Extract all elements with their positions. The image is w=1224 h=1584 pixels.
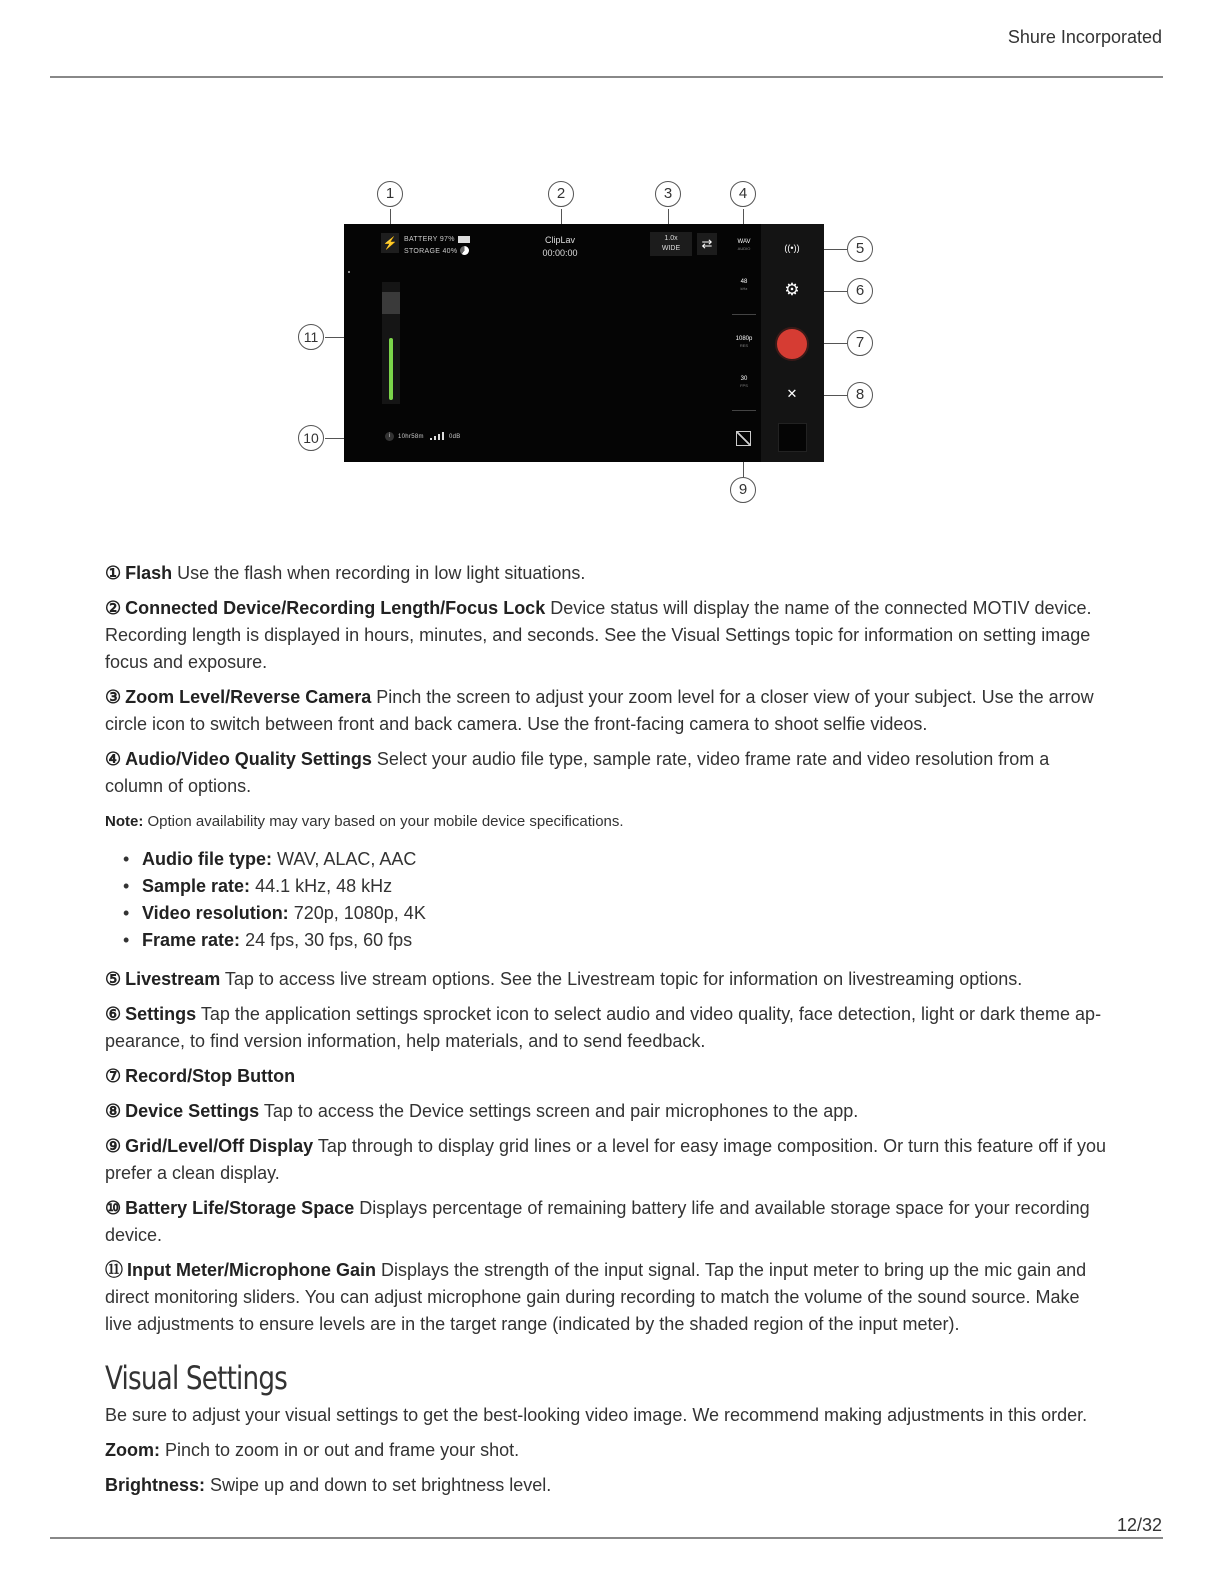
header-company: Shure Incorporated <box>1007 27 1162 47</box>
item-flash: ① Flash Use the flash when recording in low light situations. <box>105 563 586 583</box>
footer-rule <box>50 1537 1163 1539</box>
callout-6: 6 <box>847 278 873 304</box>
app-screenshot-figure <box>290 170 890 515</box>
meter-target-region <box>382 292 400 314</box>
item-title: Settings <box>125 1004 197 1024</box>
item-text: Displays the strength of the input signal. Tap the input meter to bring up the mic gain and direct monitoring sliders. You can adjust microphone gain during recording to match the volume of the sound source. Make live adjustments to ensure levels are in the target range (indicated by the shaded region of the input meter). <box>105 1260 1087 1334</box>
gain-value: 0dB <box>449 434 461 440</box>
zoom-button[interactable] <box>650 232 692 256</box>
battery-icon <box>458 236 470 243</box>
item-text: Device status will display the name of the connected MOTIV device. Recording length is displayed in hours, minutes, and seconds. See the Visual Settings topic for information on setting image focus and exposure. <box>105 598 1092 672</box>
leader-line-1 <box>390 209 391 224</box>
leader-line-6 <box>824 291 847 292</box>
quality-divider <box>732 410 756 411</box>
callout-4: 4 <box>730 181 756 207</box>
reverse-camera-icon[interactable]: ⇄ <box>697 233 717 255</box>
signal-bars-icon <box>430 432 444 440</box>
item-battery: ⑩ Battery Life/Storage Space Displays percentage of remaining battery life and available storage space for your recording device. <box>105 1198 1090 1245</box>
frame-rate[interactable]: 30 <box>740 376 748 382</box>
livestream-icon[interactable]: ((•)) <box>784 243 800 253</box>
leader-line-10 <box>325 438 344 439</box>
meter-level <box>389 338 393 400</box>
flash-off-icon[interactable]: ⚡ <box>381 233 399 253</box>
tools-icon[interactable]: ✕ <box>786 386 798 401</box>
item-text: Use the flash when recording in low light situations. <box>177 563 586 583</box>
quality-divider <box>732 314 756 315</box>
callout-11: 11 <box>298 324 324 350</box>
item-livestream: ⑤ Livestream Tap to access live stream options. See the Livestream topic for information on livestreaming options. <box>105 969 1023 989</box>
section-intro: Be sure to adjust your visual settings to get the best-looking video image. We recommend making adjustments in this order. <box>105 1405 1088 1425</box>
record-button[interactable] <box>775 327 809 361</box>
item-device-settings: ⑧ Device Settings Tap to access the Device settings screen and pair microphones to the app. <box>105 1101 859 1121</box>
item-text: Select your audio file type, sample rate, video frame rate and video resolution from a column of options. <box>105 749 1050 796</box>
battery-text: BATTERY 97% <box>404 236 455 243</box>
note-label: Note: <box>105 813 144 830</box>
item-text: Tap through to display grid lines or a level for easy image composition. Or turn this feature off if you prefer a clean display. <box>105 1136 1106 1183</box>
leader-line-7 <box>824 343 847 344</box>
item-text: Tap to access live stream options. See the Livestream topic for information on livestreaming options. <box>224 969 1023 989</box>
brightness-instruction: Brightness: Swipe up and down to set brightness level. <box>105 1475 552 1495</box>
list-item: • Audio file type: WAV, ALAC, AAC <box>142 846 1110 873</box>
device-name[interactable]: ClipLav <box>544 235 575 245</box>
frame-rate-sub: FPS <box>740 383 748 388</box>
leader-line-3 <box>668 209 669 224</box>
callout-5: 5 <box>847 236 873 262</box>
storage-pie-icon <box>460 246 469 255</box>
item-grid: ⑨ Grid/Level/Off Display Tap through to display grid lines or a level for easy image composition. Or turn this feature off if you prefer a clean display. <box>105 1136 1106 1183</box>
item-title: Device Settings <box>125 1101 260 1121</box>
zoom-instruction: Zoom: Pinch to zoom in or out and frame your shot. <box>105 1440 520 1460</box>
camera-screen <box>344 224 824 462</box>
note <box>105 812 1110 832</box>
callout-10: 10 <box>298 425 324 451</box>
input-meter[interactable] <box>382 282 400 404</box>
recording-timer: 00:00:00 <box>542 248 578 258</box>
item-title: Flash <box>125 563 173 583</box>
item-title: Battery Life/Storage Space <box>125 1198 355 1218</box>
zoom-value: 1.0x <box>664 235 678 242</box>
item-title: Input Meter/Microphone Gain <box>127 1260 377 1280</box>
item-text: Displays percentage of remaining battery life and available storage space for your recording device. <box>105 1198 1090 1245</box>
video-resolution[interactable]: 1080p <box>735 336 753 342</box>
media-thumbnail[interactable] <box>778 423 807 452</box>
callout-3: 3 <box>655 181 681 207</box>
status-dot <box>348 271 350 273</box>
item-zoom: ③ Zoom Level/Reverse Camera Pinch the screen to adjust your zoom level for a closer view of your subject. Use the arrow circle icon to switch between front and back camera. Use the front-facing camera to shoot selfie videos. <box>105 687 1094 734</box>
leader-line-2 <box>561 209 562 224</box>
item-title: Audio/Video Quality Settings <box>125 749 372 769</box>
item-text: Tap the application settings sprocket icon to select audio and video quality, face detection, light or dark theme appearance, to find version information, help materials, and to send feedback. <box>105 1004 1102 1051</box>
item-record: ⑦ Record/Stop Button <box>105 1066 296 1086</box>
spec-list <box>105 846 1110 954</box>
control-sidebar <box>761 224 824 462</box>
item-settings: ⑥ Settings Tap the application settings sprocket icon to select audio and video quality, face detection, light or dark theme appearance, to find version information, help materials, and to send feedback. <box>105 1004 1102 1051</box>
list-item: • Video resolution: 720p, 1080p, 4K <box>142 900 1110 927</box>
item-quality: ④ Audio/Video Quality Settings Select your audio file type, sample rate, video frame rate and video resolution from a column of options. <box>105 749 1050 796</box>
sample-rate[interactable]: 48 <box>740 279 748 285</box>
zoom-label: WIDE <box>661 245 681 252</box>
page-number: 12/32 <box>1116 1515 1162 1535</box>
sample-unit: kHz <box>740 286 748 291</box>
item-input-meter: ⑪ Input Meter/Microphone Gain Displays the strength of the input signal. Tap the input meter to bring up the mic gain and direct monitoring sliders. You can adjust microphone gain during recording to match the volume of the sound source. Make live adjustments to ensure levels are in the target range (indicated by the shaded region of the input meter). <box>105 1260 1087 1334</box>
info-icon[interactable]: i <box>385 432 394 441</box>
leader-line-9 <box>743 462 744 477</box>
resolution-sub: RES <box>739 343 749 348</box>
callout-8: 8 <box>847 382 873 408</box>
content <box>105 560 1110 1507</box>
item-text: Tap to access the Device settings screen and pair microphones to the app. <box>263 1101 859 1121</box>
item-title: Livestream <box>125 969 221 989</box>
leader-line-11 <box>325 337 344 338</box>
header-rule <box>50 76 1163 78</box>
callout-9: 9 <box>730 477 756 503</box>
item-text: Pinch the screen to adjust your zoom level for a closer view of your subject. Use the arrow circle icon to switch between front and back camera. Use the front-facing camera to shoot selfie videos. <box>105 687 1094 734</box>
callout-2: 2 <box>548 181 574 207</box>
gear-icon[interactable]: ⚙ <box>784 280 800 299</box>
list-item: • Frame rate: 24 fps, 30 fps, 60 fps <box>142 927 1110 954</box>
storage-text: STORAGE 40% <box>404 248 458 255</box>
callout-1: 1 <box>377 181 403 207</box>
list-item: • Sample rate: 44.1 kHz, 48 kHz <box>142 873 1110 900</box>
note-text: Option availability may vary based on your mobile device specifications. <box>147 813 624 830</box>
leader-line-8 <box>824 395 847 396</box>
item-title: Connected Device/Recording Length/Focus Lock <box>125 598 546 618</box>
remaining-time: 10hr58m <box>398 434 424 440</box>
item-title: Record/Stop Button <box>125 1066 296 1086</box>
item-title: Grid/Level/Off Display <box>125 1136 314 1156</box>
item-connected-device: ② Connected Device/Recording Length/Focus Lock Device status will display the name of the connected MOTIV device. Recording length is displayed in hours, minutes, and seconds. See the Visual Settings topic for information on setting image focus and exposure. <box>105 598 1092 672</box>
leader-line-4 <box>743 209 744 224</box>
grid-off-icon[interactable] <box>736 431 751 446</box>
section-title: Visual Settings <box>105 1359 288 1397</box>
item-title: Zoom Level/Reverse Camera <box>125 687 372 707</box>
audio-sub: AUDIO <box>737 246 751 251</box>
leader-line-5 <box>824 249 847 250</box>
audio-type[interactable]: WAV <box>737 239 751 245</box>
callout-7: 7 <box>847 330 873 356</box>
